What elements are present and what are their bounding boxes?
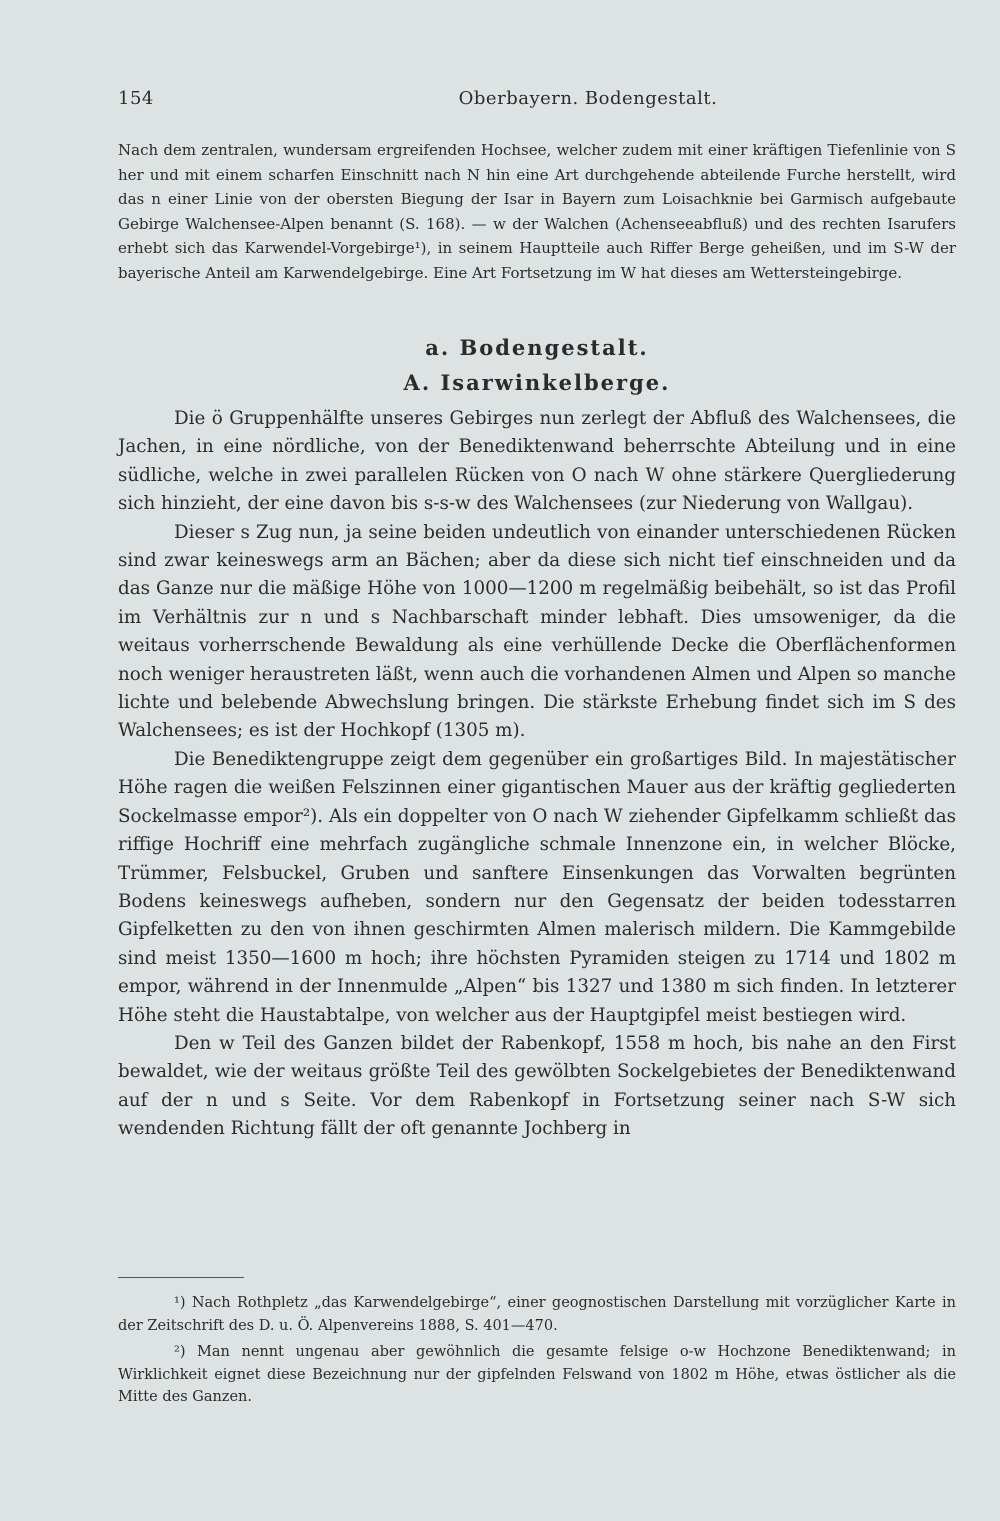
intro-paragraph: Nach dem zentralen, wundersam ergreifenden Hochsee, welcher zudem mit einer kräftigen Tiefenlinie von S her und mit einem scharfen Einschnitt nach N hin eine Art durchgehende abteilende Furche herstellt, wird das n einer Linie von der obersten Biegung der Isar in Bayern zum Loisachknie bei Garmisch aufgebaute Gebirge Walchensee-Alpen benannt (S. 168). — w der Walchen (Achenseeabfluß) und des rechten Isarufers erhebt sich das Karwendel-Vorgebirge¹), in seinem Hauptteile auch Riffer Berge geheißen, und im S-W der bayerische Anteil am Karwendelgebirge. Eine Art Fortsetzung im W hat dieses am Wettersteingebirge. bbox=[118, 141, 956, 282]
section-heading: a. Bodengestalt. bbox=[425, 335, 649, 360]
footnote: ¹) Nach Rothpletz „das Karwendelgebirge“, einer geognostischen Darstellung mit vorzüglicher Karte in der Zeitschrift des D. u. Ö. Alpenvereins 1888, S. 401—470. bbox=[118, 1295, 956, 1334]
body-paragraph: Die Benediktengruppe zeigt dem gegenüber ein großartiges Bild. In majestätischer Höhe ragen die weißen Felszinnen einer gigantischen Mauer aus der kräftig gegliederten Sockelmasse empor²). Als ein doppelter von O nach W ziehender Gipfelkamm schließt das riffige Hochriff eine mehrfach zugängliche schmale Innenzone ein, in welcher Blöcke, Trümmer, Felsbuckel, Gruben und sanftere Einsenkungen das Vorwalten begrünten Bodens keineswegs aufheben, sondern nur den Gegensatz der beiden todesstarren Gipfelketten zu den von ihnen geschirmten Almen malerisch mildern. Die Kammgebilde sind meist 1350—1600 m hoch; ihre höchsten Pyramiden steigen zu 1714 und 1802 m empor, während in der Innenmulde „Alpen“ bis 1327 und 1380 m sich finden. In letzterer Höhe steht die Haustabtalpe, von welcher aus der Hauptgipfel meist bestiegen wird. bbox=[118, 748, 956, 1026]
footnotes bbox=[118, 1292, 956, 1413]
footnote: ²) Man nennt ungenau aber gewöhnlich die gesamte felsige o-w Hochzone Benediktenwand; in Wirklichkeit eignet diese Bezeichnung nur der gipfelnden Felswand von 1802 m Höhe, etwas östlicher als die Mitte des Ganzen. bbox=[118, 1344, 956, 1405]
subsection-heading: A. Isarwinkelberge. bbox=[403, 370, 671, 395]
body-paragraph: Die ö Gruppenhälfte unseres Gebirges nun zerlegt der Abfluß des Walchensees, die Jachen, in eine nördliche, von der Benediktenwand beherrschte Abteilung und in eine südliche, welche in zwei parallelen Rücken von O nach W ohne stärkere Quergliederung sich hinzieht, der eine davon bis s-s-w des Walchensees (zur Niederung von Wallgau). bbox=[118, 408, 956, 515]
running-title: Oberbayern. Bodengestalt. bbox=[458, 88, 718, 109]
body-paragraph: Dieser s Zug nun, ja seine beiden undeutlich von einander unterschiedenen Rücken sind zwar keineswegs arm an Bächen; aber da diese sich nicht tief einschneiden und da das Ganze nur die mäßige Höhe von 1000—1200 m regelmäßig beibehält, so ist das Profil im Verhältnis zur n und s Nachbarschaft minder lebhaft. Dies umsoweniger, da die weitaus vorherrschende Bewaldung als eine verhüllende Decke die Oberflächenformen noch weniger heraustreten läßt, wenn auch die vorhandenen Almen und Alpen so manche lichte und belebende Abwechslung bringen. Die stärkste Erhebung findet sich im S des Walchensees; es ist der Hochkopf (1305 m). bbox=[118, 521, 956, 742]
footnote-divider bbox=[118, 1277, 244, 1278]
page-number: 154 bbox=[118, 88, 154, 109]
body-paragraph: Den w Teil des Ganzen bildet der Rabenkopf, 1558 m hoch, bis nahe an den First bewaldet, wie der weitaus größte Teil des gewölbten Sockelgebietes der Benediktenwand auf der n und s Seite. Vor dem Rabenkopf in Fortsetzung seiner nach S-W sich wendenden Richtung fällt der oft genannte Jochberg in bbox=[118, 1032, 956, 1140]
body-text bbox=[118, 405, 956, 1144]
